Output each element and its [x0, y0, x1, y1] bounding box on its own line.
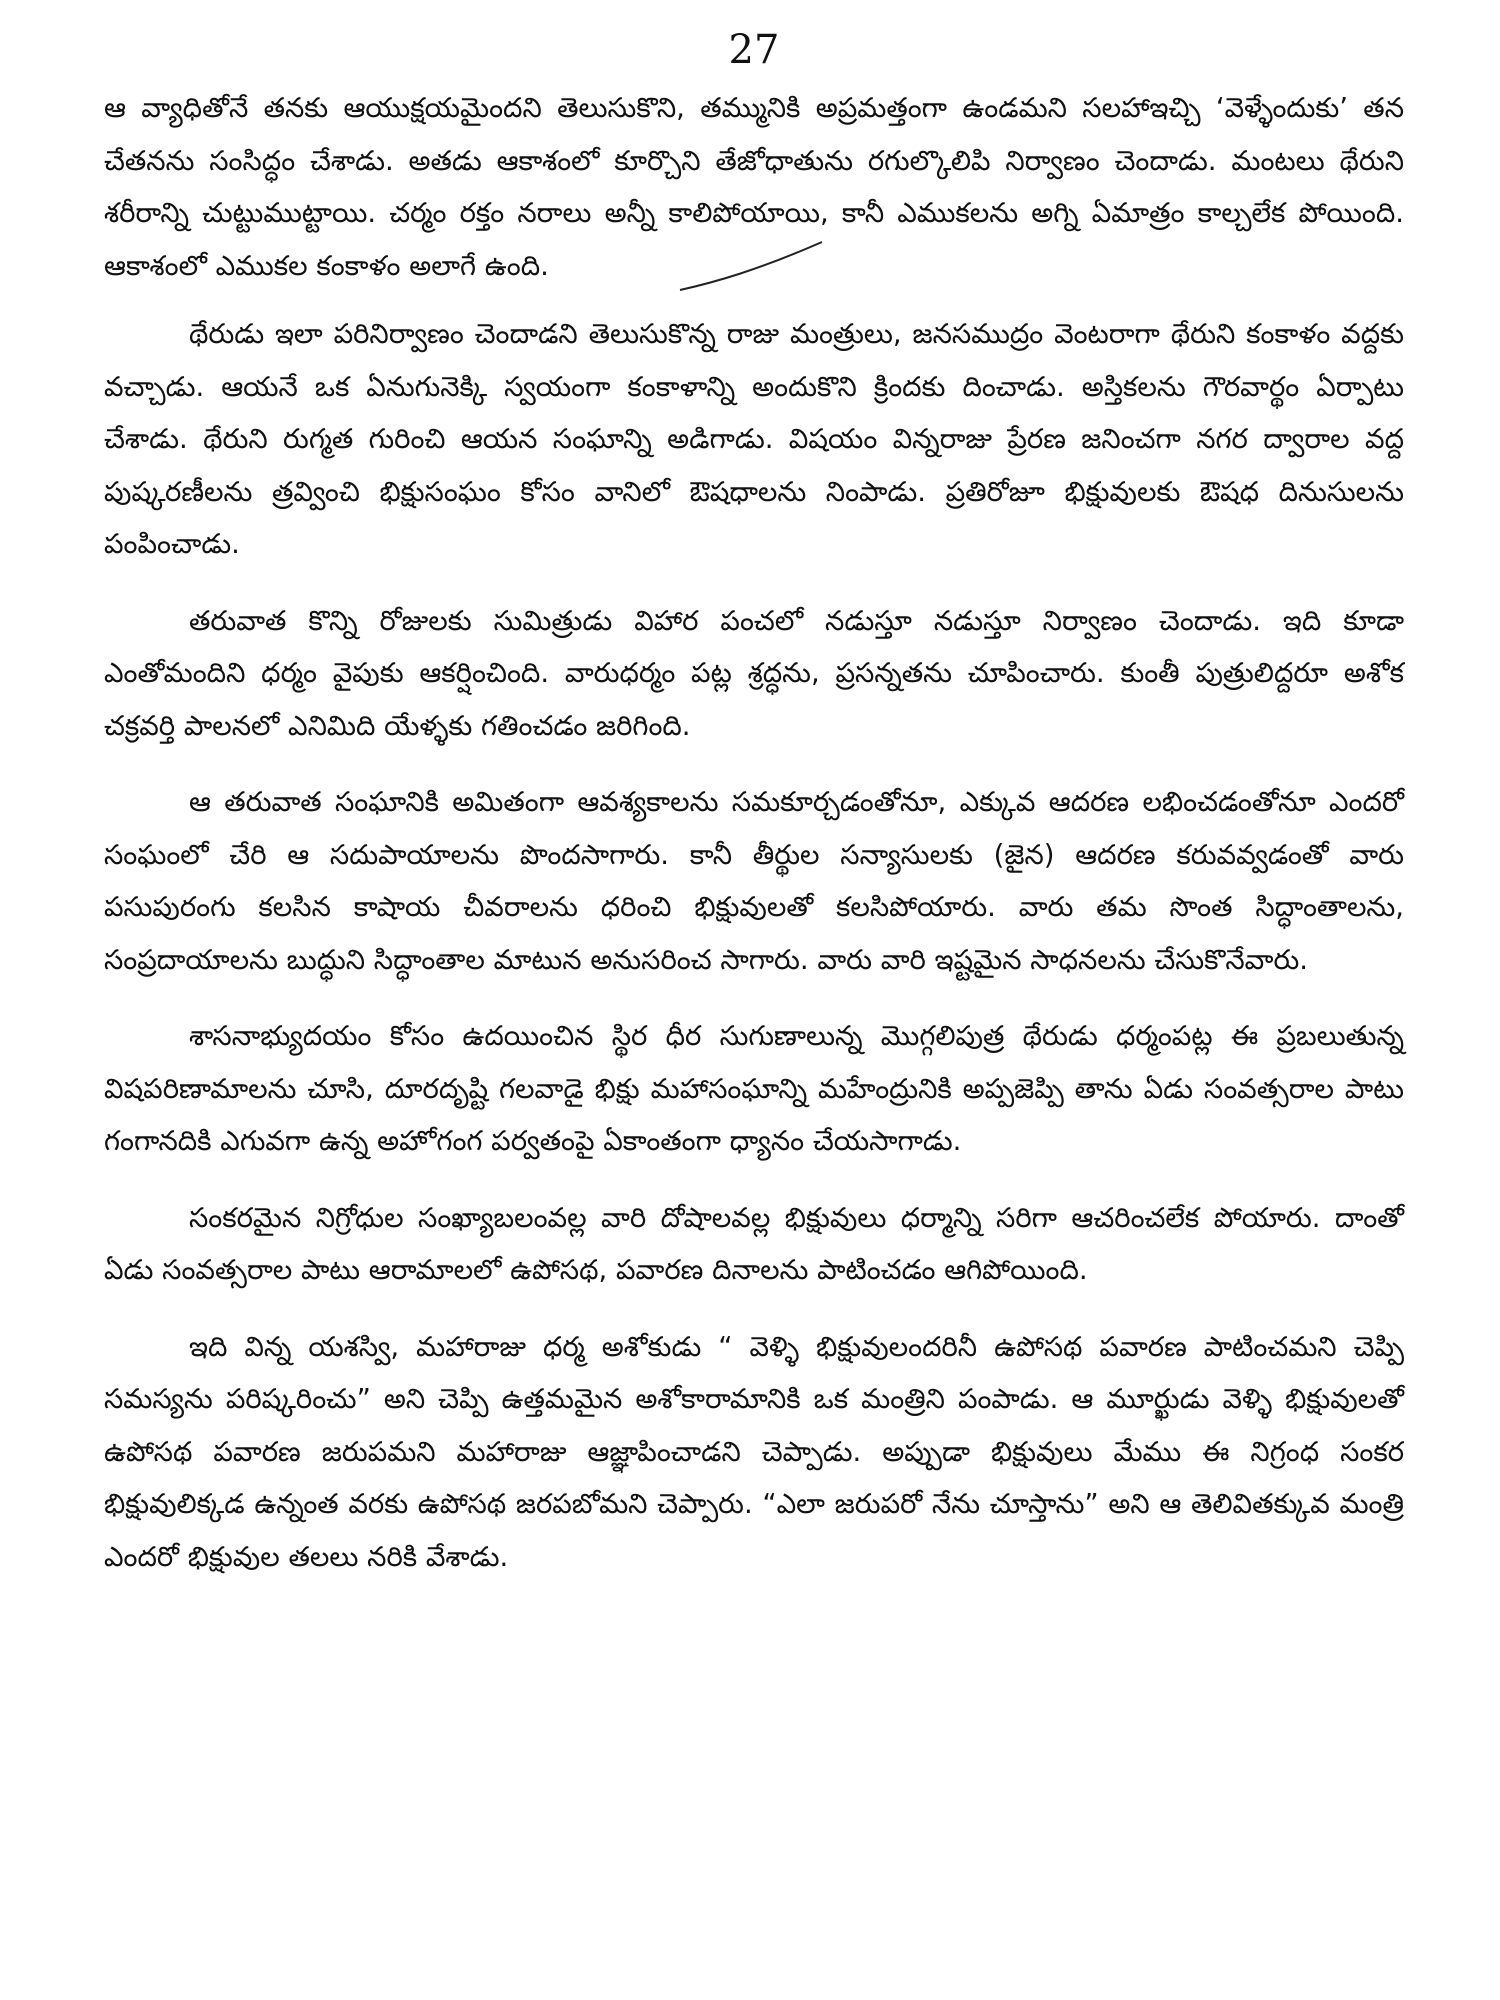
paragraph-7: ఇది విన్న యశస్వి, మహారాజు ధర్మ అశోకుడు “ వెళ్ళి భిక్షువులందరినీ ఉపోసథ పవారణ పాటించమని చెప్పి సమస్యను పరిష్కరించు” అని చెప్పి ఉత్తమమైన అశోకారామానికి ఒక మంత్రిని పంపాడు. ఆ మూర్ఖుడు వెళ్ళి భిక్షువులతో ఉపోసథ పవారణ జరుపమని మహారాజు ఆజ్ఞాపించాడని చెప్పాడు. అప్పుడా భిక్షువులు మేము ఈ నిగ్రంధ సంకర భిక్షువులిక్కడ ఉన్నంత వరకు ఉపోసథ జరపబోమని చెప్పారు. “ఎలా జరుపరో నేను చూస్తాను” అని ఆ తెలివితక్కువ మంత్రి ఎందరో భిక్షువుల తలలు నరికి వేశాడు. [104, 1330, 1404, 1573]
paragraph-3: తరువాత కొన్ని రోజులకు సుమిత్రుడు విహార పంచలో నడుస్తూ నడుస్తూ నిర్వాణం చెందాడు. ఇది కూడా ఎంతోమందిని ధర్మం వైపుకు ఆకర్షించింది. వారుధర్మం పట్ల శ్రద్ధను, ప్రసన్నతను చూపించారు. కుంతీ పుత్రులిద్దరూ అశోక చక్రవర్తి పాలనలో ఎనిమిది యేళ్ళకు గతించడం జరిగింది. [104, 604, 1404, 742]
paragraph-4: ఆ తరువాత సంఘానికి అమితంగా ఆవశ్యకాలను సమకూర్చడంతోనూ, ఎక్కువ ఆదరణ లభించడంతోనూ ఎందరో సంఘంలో చేరి ఆ సదుపాయాలను పొందసాగారు. కానీ తీర్థుల సన్యాసులకు (జైన) ఆదరణ కరువవ్వడంతో వారు పసుపురంగు కలసిన కాషాయ చీవరాలను ధరించి భిక్షువులతో కలసిపోయారు. వారు తమ సొంత సిద్ధాంతాలను, సంప్రదాయాలను బుద్ధుని సిద్ధాంతాల మాటున అనుసరించ సాగారు. వారు వారి ఇష్టమైన సాధనలను చేసుకొనేవారు. [104, 786, 1404, 976]
page-number: 27 [728, 27, 780, 73]
paragraph-5: శాసనాభ్యుదయం కోసం ఉదయించిన స్థిర ధీర సుగుణాలున్న మొగ్గలిపుత్ర థేరుడు ధర్మంపట్ల ఈ ప్రబలుతున్న విషపరిణామాలను చూసి, దూరదృష్టి గలవాడై భిక్షు మహాసంఘాన్ని మహేంద్రునికి అప్పజెప్పి తాను ఏడు సంవత్సరాల పాటు గంగానదికి ఎగువగా ఉన్న అహోగంగ పర్వతంపై ఏకాంతంగా ధ్యానం చేయసాగాడు. [104, 1020, 1404, 1157]
paragraph-6: సంకరమైన నిగ్రోధుల సంఖ్యాబలంవల్ల వారి దోషాలవల్ల భిక్షువులు ధర్మాన్ని సరిగా ఆచరించలేక పోయారు. దాంతో ఏడు సంవత్సరాల పాటు ఆరామాలలో ఉపోసథ, పవారణ దినాలను పాటించడం ఆగిపోయింది. [104, 1201, 1404, 1286]
paragraph-1: ఆ వ్యాధితోనే తనకు ఆయుక్షయమైందని తెలుసుకొని, తమ్మునికి అప్రమత్తంగా ఉండమని సలహాఇచ్చి ‘వెళ్ళేందుకు’ తన చేతనను సంసిద్ధం చేశాడు. అతడు ఆకాశంలో కూర్చొని తేజోధాతును రగుల్కొలిపి నిర్వాణం చెందాడు. మంటలు థేరుని శరీరాన్ని చుట్టుముట్టాయి. చర్మం రక్తం నరాలు అన్నీ కాలిపోయాయి, కానీ ఎముకలను అగ్ని ఏమాత్రం కాల్చలేక పోయింది. ఆకాశంలో ఎముకల కంకాళం అలాగే ఉంది. [104, 92, 1404, 282]
paragraph-2: థేరుడు ఇలా పరినిర్వాణం చెందాడని తెలుసుకొన్న రాజు మంత్రులు, జనసముద్రం వెంటరాగా థేరుని కంకాళం వద్దకు వచ్చాడు. ఆయనే ఒక ఏనుగునెక్కి స్వయంగా కంకాళాన్ని అందుకొని క్రిందకు దించాడు. అస్తికలను గౌరవార్థం ఏర్పాటు చేశాడు. థేరుని రుగ్మత గురించి ఆయన సంఘాన్ని అడిగాడు. విషయం విన్నరాజు ప్రేరణ జనించగా నగర ద్వారాల వద్ద పుష్కరణీలను త్రవ్వించి భిక్షుసంఘం కోసం వానిలో ఔషధాలను నింపాడు. ప్రతిరోజూ భిక్షువులకు ఔషధ దినుసులను పంపించాడు. [104, 318, 1404, 560]
